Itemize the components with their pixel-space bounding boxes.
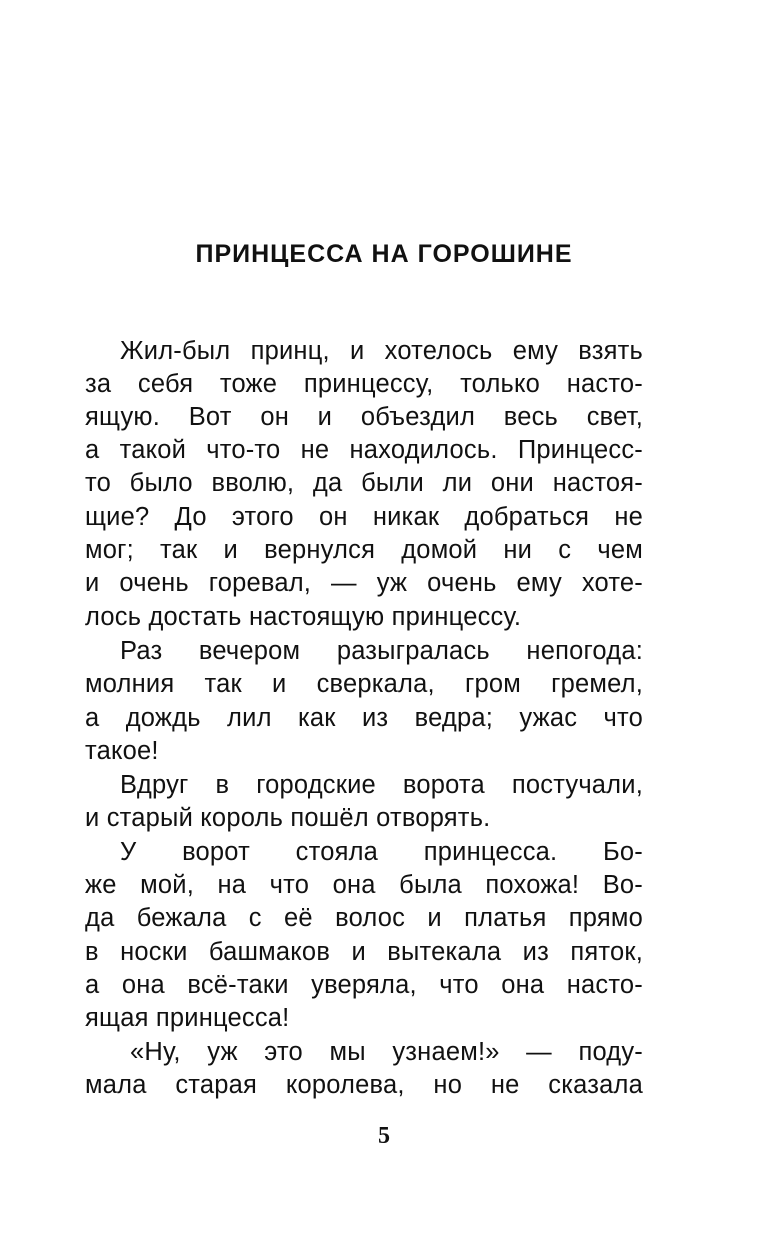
text-line: У ворот стояла принцесса. Бо- — [120, 838, 643, 866]
text-line: Раз вечером разыгралась непогода: — [120, 637, 643, 665]
text-line: щие? До этого он никак добраться не — [85, 503, 643, 531]
text-line: и очень горевал, — уж очень ему хоте- — [85, 569, 643, 597]
text-line: мала старая королева, но не сказала — [85, 1071, 643, 1099]
text-line: а такой что-то не находилось. Принцесс- — [85, 436, 643, 464]
text-line: то было вволю, да были ли они настоя- — [85, 469, 643, 497]
text-line: Вдруг в городские ворота постучали, — [120, 771, 643, 799]
page-number: 5 — [378, 1123, 390, 1149]
text-line: мог; так и вернулся домой ни с чем — [85, 536, 643, 564]
text-line: такое! — [85, 737, 159, 765]
text-line: и старый король пошёл отворять. — [85, 804, 491, 832]
text-line: за себя тоже принцессу, только насто- — [85, 370, 643, 398]
text-line: молния так и сверкала, гром гремел, — [85, 670, 643, 698]
text-line: ящую. Вот он и объездил весь свет, — [85, 403, 643, 431]
text-line: же мой, на что она была похожа! Во- — [85, 871, 643, 899]
text-line: Жил-был принц, и хотелось ему взять — [120, 337, 643, 365]
text-line: в носки башмаков и вытекала из пяток, — [85, 938, 643, 966]
chapter-title: ПРИНЦЕССА НА ГОРОШИНЕ — [195, 240, 573, 268]
text-line: ящая принцесса! — [85, 1004, 290, 1032]
text-line: а она всё-таки уверяла, что она насто- — [85, 971, 643, 999]
text-line: «Ну, уж это мы узнаем!» — поду- — [130, 1038, 643, 1066]
text-line: а дождь лил как из ведра; ужас что — [85, 704, 643, 732]
text-line: лось достать настоящую принцессу. — [85, 603, 522, 631]
text-line: да бежала с её волос и платья прямо — [85, 904, 643, 932]
